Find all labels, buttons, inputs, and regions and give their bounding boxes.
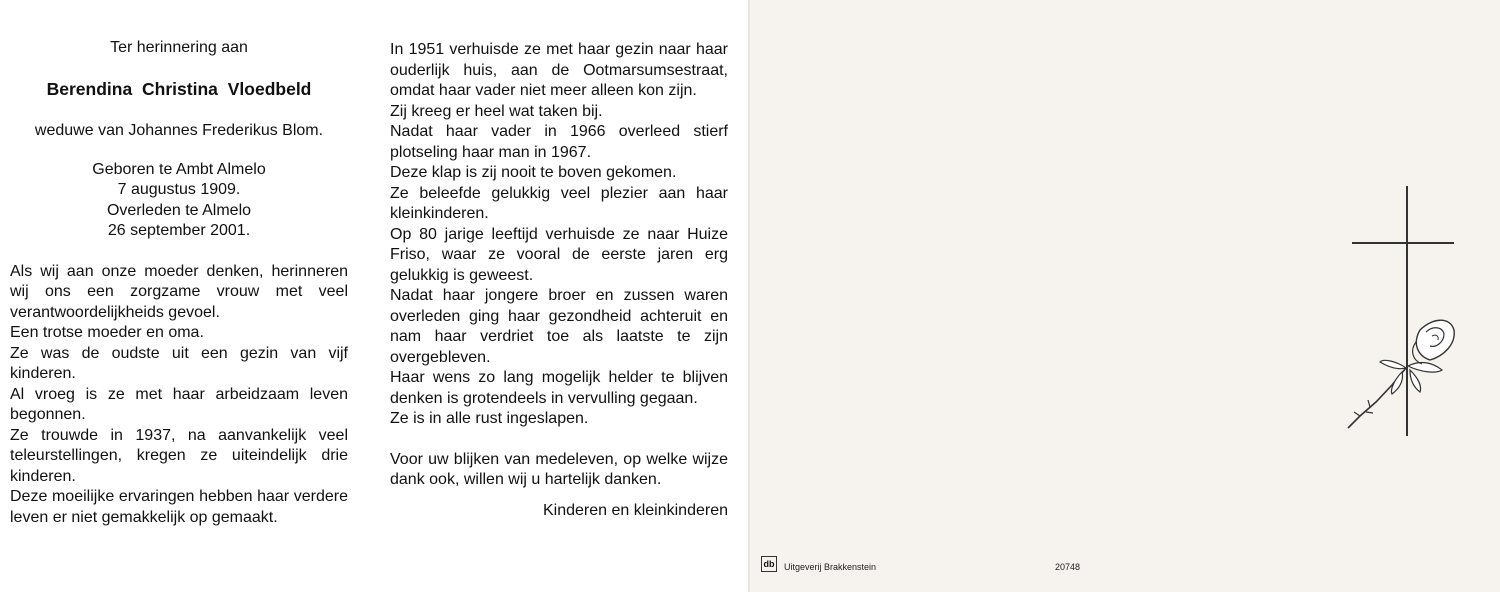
bio-paragraph: Ze trouwde in 1937, na aanvankelijk veel teleurstellingen, kregen ze uiteindelijk drie kinderen. <box>10 426 348 485</box>
bio-paragraph: Als wij aan onze moeder denken, herinneren wij ons een zorgzame vrouw met veel verantwoordelijkheids gevoel. <box>10 262 348 321</box>
died-date: 26 september 2001. <box>107 222 251 239</box>
story-paragraph: Zij kreeg er heel wat taken bij. <box>390 102 603 120</box>
deceased-name: Berendina Christina Vloedbeld <box>46 78 312 99</box>
born-place: Geboren te Ambt Almelo <box>92 160 266 178</box>
left-column <box>10 38 348 528</box>
publisher-logo: db <box>761 556 777 572</box>
signature: Kinderen en kleinkinderen <box>542 501 728 519</box>
middle-column <box>390 40 728 521</box>
story-paragraph: In 1951 verhuisde ze met haar gezin naar haar ouderlijk huis, aan de Ootmarsumsestraat, omdat haar vader niet meer alleen kon zijn. <box>390 41 728 99</box>
story-paragraph: Nadat haar vader in 1966 overleed stierf plotseling haar man in 1967. <box>390 123 728 161</box>
memorial-intro: Ter herinnering aan <box>110 39 248 56</box>
biography <box>10 262 348 529</box>
born-date: 7 augustus 1909. <box>117 181 241 198</box>
bio-paragraph: Deze moeilijke ervaringen hebben haar verdere leven er niet gemakkelijk op gemaakt. <box>10 488 348 526</box>
publisher-name: Uitgeverij Brakkenstein <box>784 562 877 572</box>
thanks-paragraph: Voor uw blijken van medeleven, op welke wijze dank ook, willen wij u hartelijk danken. <box>390 450 728 488</box>
widow-of: weduwe van Johannes Frederikus Blom. <box>34 122 324 139</box>
bio-paragraph: Ze was de oudste uit een gezin van vijf kinderen. <box>10 344 348 382</box>
story-paragraph: Haar wens zo lang mogelijk helder te blijven denken is grotendeels in vervulling gegaan. <box>390 369 728 407</box>
bio-paragraph: Al vroeg is ze met haar arbeidzaam leven begonnen. <box>10 385 348 423</box>
card-code: 20748 <box>1055 562 1081 572</box>
story-paragraph: Ze is in alle rust ingeslapen. <box>390 410 589 427</box>
story-paragraph: Deze klap is zij nooit te boven gekomen. <box>390 164 677 181</box>
died-place: Overleden te Almelo <box>106 201 252 219</box>
cross-with-rose-icon <box>1340 180 1470 440</box>
bio-paragraph: Een trotse moeder en oma. <box>10 324 204 341</box>
story-paragraph: Op 80 jarige leeftijd verhuisde ze naar Huize Friso, waar ze vooral de eerste jaren erg gelukkig is geweest. <box>390 225 728 284</box>
story-paragraph: Nadat haar jongere broer en zussen waren overleden ging haar gezondheid achteruit en nam haar verdriet toe als laatste te zijn overgebleven. <box>390 287 728 366</box>
story-paragraph: Ze beleefde gelukkig veel plezier aan haar kleinkinderen. <box>390 184 728 222</box>
life-dates <box>10 160 348 242</box>
